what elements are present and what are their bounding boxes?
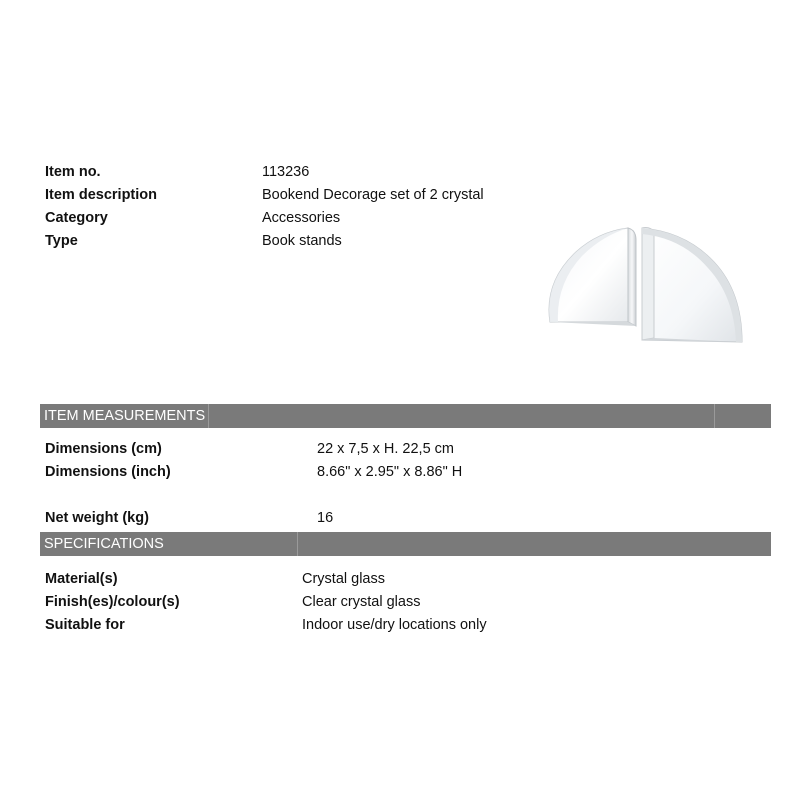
header-divider [714,404,715,428]
material-value: Crystal glass [302,571,385,587]
dimensions-cm-value: 22 x 7,5 x H. 22,5 cm [317,441,455,457]
specifications-title: SPECIFICATIONS [44,536,164,552]
dimensions-inch-label: Dimensions (inch) [45,464,171,480]
item-description-label: Item description [45,187,157,203]
item-measurements-title: ITEM MEASUREMENTS [44,408,206,424]
net-weight-label: Net weight (kg) [45,510,149,526]
category-label: Category [45,210,108,226]
dimensions-cm-label: Dimensions (cm) [45,441,162,457]
suitable-for-label: Suitable for [45,617,125,633]
finish-label: Finish(es)/colour(s) [45,594,180,610]
header-divider [297,532,298,556]
category-value: Accessories [262,210,341,226]
finish-value: Clear crystal glass [302,594,421,610]
net-weight-value: 16 [317,510,334,526]
dimensions-inch-value: 8.66" x 2.95" x 8.86" H [317,464,463,480]
type-label: Type [45,233,78,249]
header-divider [208,404,209,428]
item-no-value: 113236 [262,164,310,180]
specifications-header [40,532,771,556]
type-value: Book stands [262,233,342,249]
item-measurements-header [40,404,771,428]
crystal-bookend-pair-image [536,222,748,350]
item-description-value: Bookend Decorage set of 2 crystal [262,187,484,203]
item-no-label: Item no. [45,164,101,180]
material-label: Material(s) [45,571,118,587]
suitable-for-value: Indoor use/dry locations only [302,617,487,633]
